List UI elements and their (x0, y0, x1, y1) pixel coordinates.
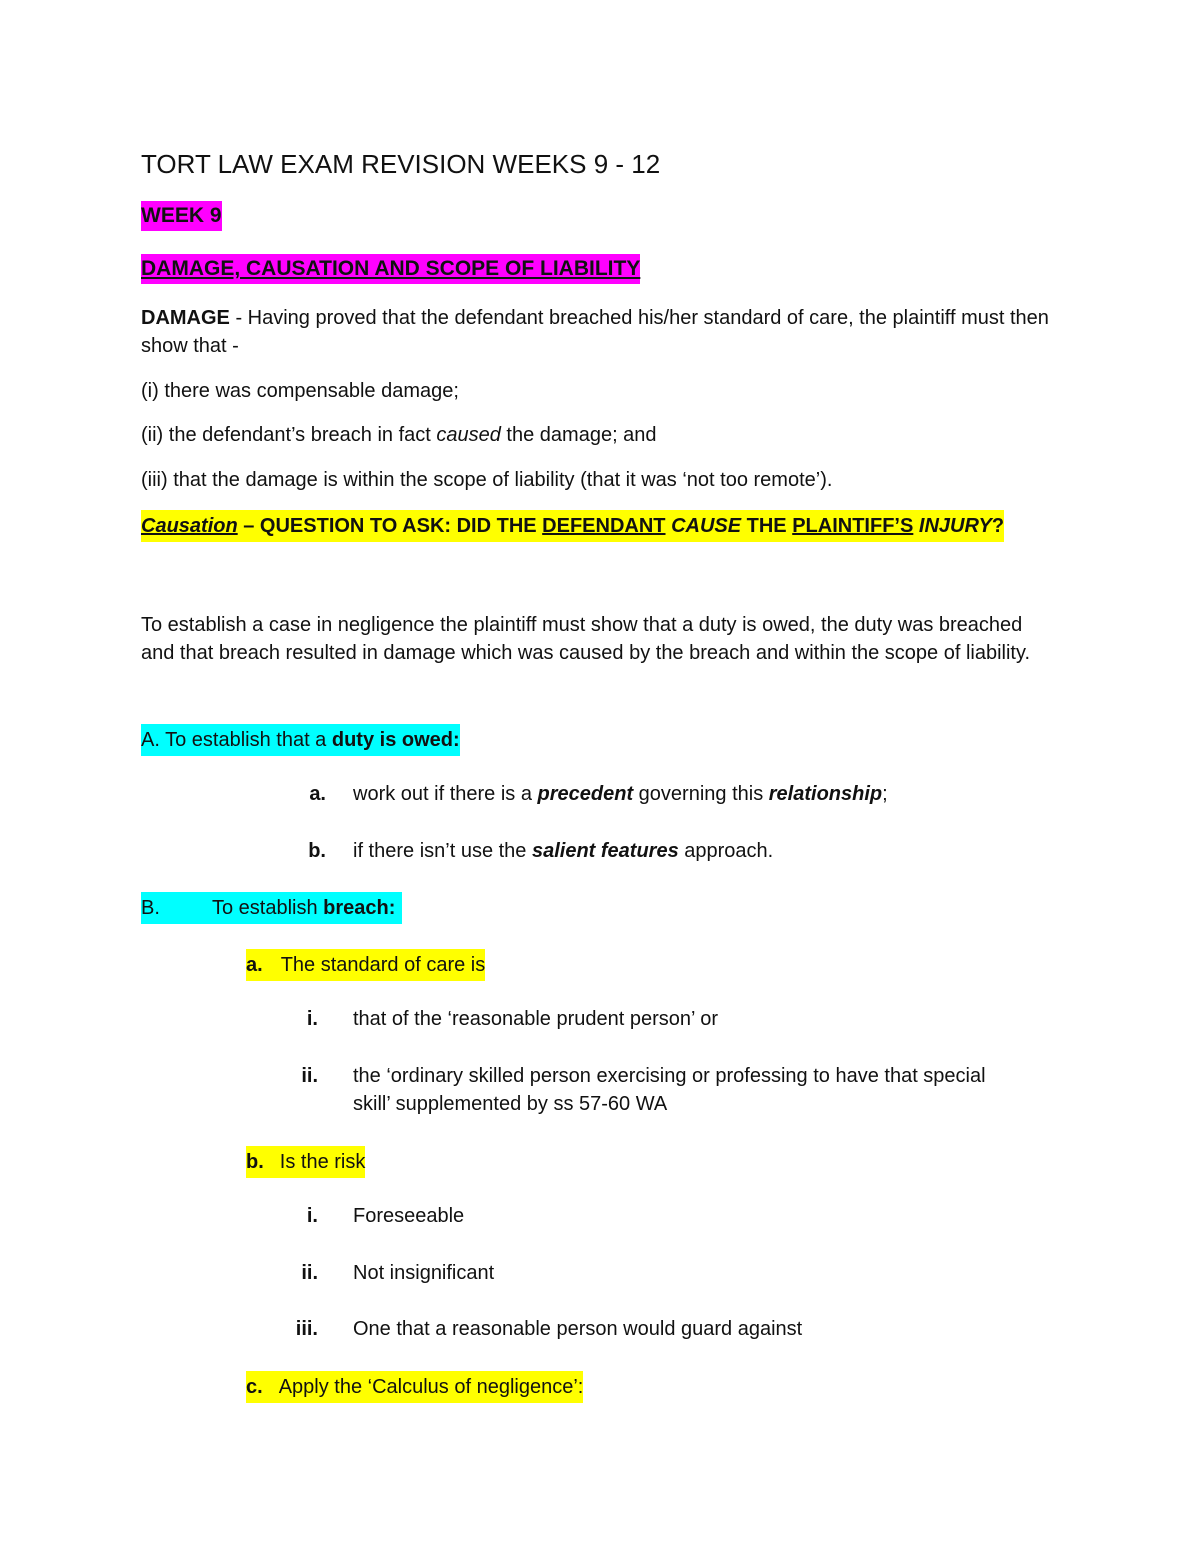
text-part: approach. (678, 840, 774, 862)
list-marker: i. (306, 1008, 318, 1030)
b-b-sub-ii-text: Not insignificant (353, 1262, 495, 1284)
section-b-bold: breach: (323, 897, 396, 919)
causation-defendant: DEFENDANT (542, 515, 666, 537)
section-a-bold: duty is owed: (331, 729, 460, 751)
section-a-prefix: A. To establish that a (141, 729, 332, 751)
causation-cause: CAUSE (671, 515, 742, 537)
item-i: (i) there was compensable damage; (141, 380, 459, 402)
causation-word: Causation (141, 515, 238, 537)
document-title: TORT LAW EXAM REVISION WEEKS 9 - 12 (141, 149, 661, 179)
a-list-item-a-text (353, 780, 888, 808)
b-item-a-text: The standard of care is (280, 954, 486, 976)
emphasis-salient-features: salient features (531, 840, 679, 862)
b-a-sub-ii-line1: the ‘ordinary skilled person exercising or professing to have that special (353, 1065, 986, 1087)
text-part: governing this (633, 783, 769, 805)
item-iii: (iii) that the damage is within the scope of liability (that it was ‘not too remote’). (141, 469, 833, 491)
b-b-sub-iii-text: One that a reasonable person would guard against (353, 1318, 803, 1340)
list-marker: b. (308, 840, 326, 862)
list-marker: iii. (295, 1318, 318, 1340)
damage-paragraph (141, 304, 1061, 360)
text-part: if there isn’t use the (353, 840, 532, 862)
establish-paragraph: To establish a case in negligence the plaintiff must show that a duty is owed, the duty was breached and that breach resulted in damage which was caused by the breach and within the scope of liability. (141, 614, 1031, 664)
emphasis-relationship: relationship (768, 783, 883, 805)
week-heading: WEEK 9 (141, 201, 222, 231)
list-marker: a. (246, 954, 263, 976)
b-item-b (246, 1146, 365, 1178)
list-marker: b. (246, 1151, 264, 1173)
section-heading: DAMAGE, CAUSATION AND SCOPE OF LIABILITY (141, 254, 640, 284)
section-b-letter: B. (141, 897, 160, 919)
b-item-c-text: Apply the ‘Calculus of negligence’: (278, 1376, 584, 1398)
item-ii-end: the damage; and (500, 424, 657, 446)
causation-question (141, 510, 1004, 542)
list-marker: i. (306, 1205, 318, 1227)
damage-text: - Having proved that the defendant breached his/her standard of care, the plaintiff must then show that - (141, 307, 1049, 357)
b-a-sub-i-text: that of the ‘reasonable prudent person’ or (353, 1008, 719, 1030)
list-marker: c. (246, 1376, 263, 1398)
b-a-sub-ii-line2: skill’ supplemented by ss 57-60 WA (353, 1093, 668, 1115)
b-item-c (246, 1371, 583, 1403)
list-marker: ii. (301, 1065, 318, 1087)
list-marker: ii. (301, 1262, 318, 1284)
causation-plaintiffs: PLAINTIFF’S (792, 515, 914, 537)
list-marker: a. (309, 783, 326, 805)
causation-text-1: – QUESTION TO ASK: DID THE (237, 515, 543, 537)
item-ii-text: (ii) the defendant’s breach in fact (141, 424, 437, 446)
item-ii-caused: caused (436, 424, 501, 446)
text-part: work out if there is a (353, 783, 538, 805)
causation-question-mark: ? (991, 515, 1005, 537)
text-part: ; (882, 783, 888, 805)
section-b-text (212, 894, 395, 922)
causation-injury: INJURY (918, 515, 992, 537)
item-ii (141, 421, 657, 449)
b-item-b-text: Is the risk (279, 1151, 366, 1173)
section-b-prefix: To establish (212, 897, 324, 919)
section-b-heading (141, 892, 402, 924)
section-a-heading (141, 724, 460, 756)
emphasis-precedent: precedent (537, 783, 634, 805)
b-b-sub-i-text: Foreseeable (353, 1205, 465, 1227)
b-item-a (246, 949, 485, 981)
damage-label: DAMAGE (141, 307, 230, 329)
a-list-item-b-text (353, 837, 773, 865)
causation-text-2: THE (741, 515, 793, 537)
